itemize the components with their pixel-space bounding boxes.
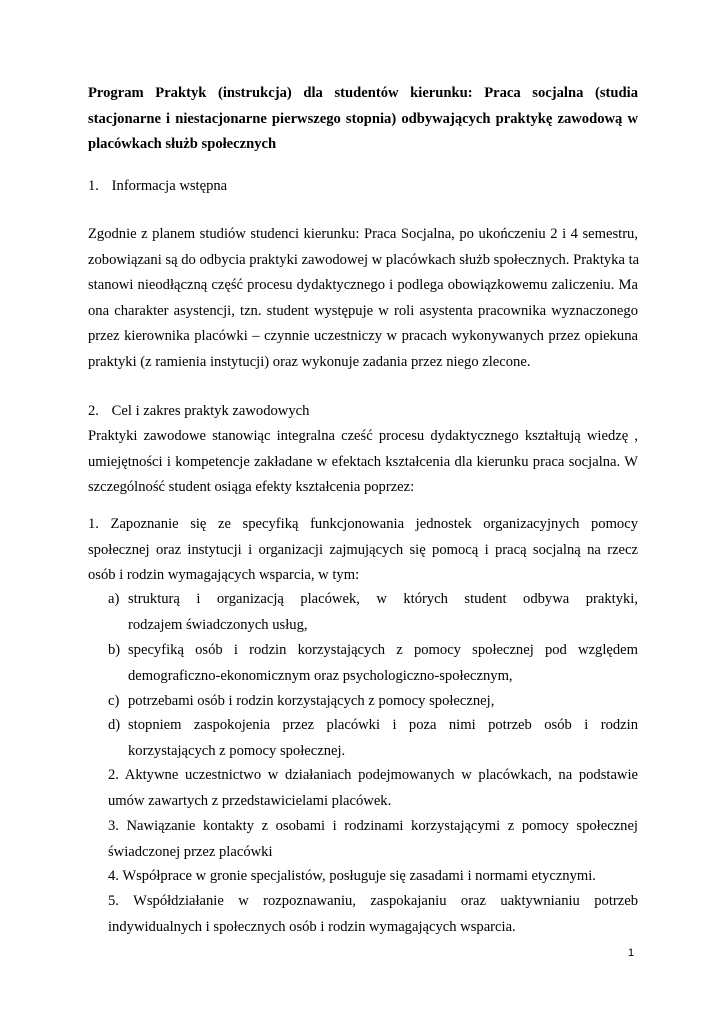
paragraph-line: osób i rodzin wymagających wsparcia, w tym: bbox=[88, 567, 360, 583]
paragraph-line: 3. Nawiązanie kontakty z osobami i rodzinami korzystającymi z pomocy społecznej bbox=[108, 818, 638, 834]
point-1 bbox=[88, 512, 638, 589]
section-1-heading bbox=[88, 176, 227, 196]
paragraph-line: 5. Współdziałanie w rozpoznawaniu, zaspokajaniu oraz uaktywnianiu potrzeb bbox=[108, 893, 638, 909]
section-number: 1. bbox=[88, 178, 99, 194]
list-item-line: korzystających z pomocy społecznej. bbox=[128, 742, 346, 759]
document-title bbox=[88, 81, 638, 158]
title-line: placówkach służb społecznych bbox=[88, 136, 277, 152]
paragraph-line: 1. Zapoznanie się ze specyfiką funkcjonowania jednostek organizacyjnych pomocy bbox=[88, 516, 638, 532]
title-line: Program Praktyk (instrukcja) dla studentów kierunku: Praca socjalna (studia bbox=[88, 85, 638, 101]
list-item-line: demograficzno-ekonomicznym oraz psychologiczno-społecznym, bbox=[128, 667, 513, 684]
list-marker: b) bbox=[108, 642, 121, 658]
paragraph-line: ona charakter asystencji, tzn. student występuje w roli asystenta pracownika wyznaczonego bbox=[88, 302, 638, 319]
list-item-line: potrzebami osób i rodzin korzystających z pomocy społecznej, bbox=[128, 693, 495, 709]
point-5 bbox=[108, 889, 638, 940]
section-title: Informacja wstępna bbox=[111, 178, 228, 194]
paragraph-line: przez kierownika placówki – czynnie uczestniczy w pracach wykonywanych przez opiekuna bbox=[88, 328, 638, 344]
section-1-paragraph bbox=[88, 222, 638, 375]
point-2 bbox=[108, 763, 638, 814]
paragraph-line: indywidualnych i społecznych osób i rodzin wymagających wsparcia. bbox=[108, 918, 516, 935]
section-2-intro bbox=[88, 424, 638, 501]
page-number: 1 bbox=[628, 947, 635, 959]
list-marker: c) bbox=[108, 693, 120, 709]
title-line: stacjonarne i niestacjonarne pierwszego stopnia) odbywających praktykę zawodową w bbox=[88, 110, 638, 127]
point-4 bbox=[108, 864, 638, 890]
paragraph-line: umiejętności i kompetencje zakładane w efektach kształcenia dla kierunku praca socjalna. W bbox=[88, 453, 638, 470]
paragraph-line: umów zawartych z przedstawicielami placówek. bbox=[108, 792, 392, 809]
paragraph-line: 4. Współprace w gronie specjalistów, posługuje się zasadami i normami etycznymi. bbox=[108, 868, 596, 884]
list-item-line: specyfiką osób i rodzin korzystających z pomocy społecznej pod względem bbox=[128, 642, 638, 658]
paragraph-line: 2. Aktywne uczestnictwo w działaniach podejmowanych w placówkach, na podstawie bbox=[108, 767, 638, 783]
list-marker: a) bbox=[108, 591, 120, 607]
section-title: Cel i zakres praktyk zawodowych bbox=[111, 403, 310, 419]
paragraph-line: stanowi nieodłączną część procesu dydaktycznego i podlega obowiązkowemu zaliczeniu. Ma bbox=[88, 277, 638, 293]
paragraph-line: społecznej oraz instytucji i organizacji zajmujących się pomocą i pracą socjalną na rzecz bbox=[88, 541, 638, 558]
list-item-line: strukturą i organizacją placówek, w których student odbywa praktyki, bbox=[128, 591, 638, 607]
paragraph-line: Zgodnie z planem studiów studenci kierunku: Praca Socjalna, po ukończeniu 2 i 4 semestru, bbox=[88, 226, 638, 242]
section-2-heading bbox=[88, 401, 309, 421]
point-3 bbox=[108, 814, 638, 865]
paragraph-line: praktyki (z ramienia instytucji) oraz wykonuje zadania przez niego zlecone. bbox=[88, 353, 531, 370]
paragraph-line: zobowiązani są do odbycia praktyki zawodowej w placówkach służb społecznych. Praktyka ta bbox=[88, 251, 640, 268]
paragraph-line: szczególność student osiąga efekty kształcenia poprzez: bbox=[88, 479, 415, 495]
section-number: 2. bbox=[88, 403, 99, 419]
list-marker: d) bbox=[108, 717, 121, 733]
list-item-line: stopniem zaspokojenia przez placówki i poza nimi potrzeb osób i rodzin bbox=[128, 717, 638, 733]
paragraph-line: Praktyki zawodowe stanowiąc integralna cześć procesu dydaktycznego kształtują wiedzę , bbox=[88, 428, 638, 444]
list-item-line: rodzajem świadczonych usług, bbox=[128, 616, 308, 633]
paragraph-line: świadczonej przez placówki bbox=[108, 843, 273, 860]
